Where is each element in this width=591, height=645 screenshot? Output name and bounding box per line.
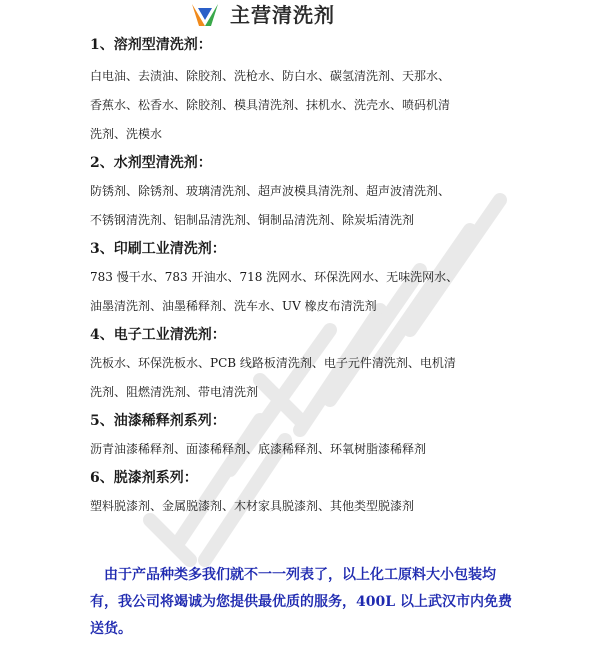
section-line: 白电油、去渍油、除胶剂、洗枪水、防白水、碳氢清洗剂、天那水、 <box>90 69 451 83</box>
section-line: 不锈钢清洗剂、铝制品清洗剂、铜制品清洗剂、除炭垢清洗剂 <box>90 213 415 227</box>
section-line: 783 慢干水、783 开油水、718 洗网水、环保洗网水、无味洗网水、 <box>90 270 459 284</box>
section-water-based-cleaners <box>90 152 520 235</box>
section-line: 防锈剂、除锈剂、玻璃清洗剂、超声波模具清洗剂、超声波清洗剂、 <box>90 184 451 198</box>
section-body <box>90 492 520 521</box>
section-paint-thinners <box>90 410 520 464</box>
section-line: 洗板水、环保洗板水、PCB 线路板清洗剂、电子元件清洗剂、电机清 <box>90 356 456 370</box>
section-line: 沥青油漆稀释剂、面漆稀释剂、底漆稀释剂、环氧树脂漆稀释剂 <box>90 442 427 456</box>
section-solvent-cleaners <box>90 34 520 149</box>
section-printing-cleaners <box>90 238 520 321</box>
document-header <box>0 0 591 30</box>
section-electronics-cleaners <box>90 324 520 407</box>
section-body <box>90 62 520 149</box>
section-heading: 5、油漆稀释剂系列： <box>90 413 226 429</box>
section-heading: 1、溶剂型清洗剂： <box>90 37 212 53</box>
section-line: 塑料脱漆剂、金属脱漆剂、木材家具脱漆剂、其他类型脱漆剂 <box>90 499 415 513</box>
section-line: 香蕉水、松香水、除胶剂、模具清洗剂、抹机水、洗壳水、喷码机清 <box>90 98 451 112</box>
product-list <box>90 34 520 524</box>
section-body <box>90 435 520 464</box>
section-heading: 3、印刷工业清洗剂： <box>90 241 226 257</box>
closing-note: 由于产品种类多我们就不一一列表了，以上化工原料大小包装均有，我公司将竭诚为您提供最优质的服务，400L 以上武汉市内免费送货。 <box>90 567 512 637</box>
company-logo-icon <box>190 2 220 28</box>
section-heading: 4、电子工业清洗剂： <box>90 327 226 343</box>
section-body <box>90 177 520 235</box>
header-title: 主营清洗剂 <box>230 3 335 27</box>
section-line: 油墨清洗剂、油墨稀释剂、洗车水、UV 橡皮布清洗剂 <box>90 299 377 313</box>
section-line: 洗剂、阻燃清洗剂、带电清洗剂 <box>90 385 259 399</box>
section-line: 洗剂、洗模水 <box>90 127 163 141</box>
section-paint-strippers <box>90 467 520 521</box>
section-body <box>90 263 520 321</box>
section-body <box>90 349 520 407</box>
section-heading: 6、脱漆剂系列： <box>90 470 198 486</box>
section-heading: 2、水剂型清洗剂： <box>90 155 212 171</box>
